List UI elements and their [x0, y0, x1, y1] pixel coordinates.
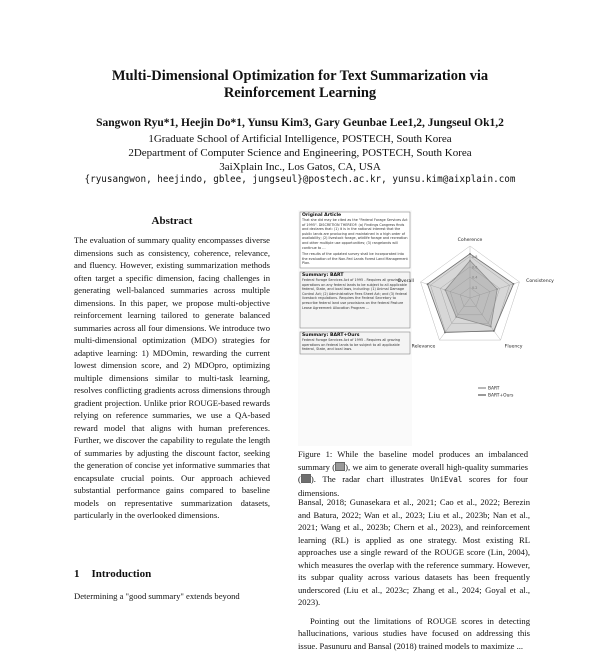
- radar-axis-label: Consistency: [526, 278, 554, 284]
- affiliation-3: 3aiXplain Inc., Los Gatos, CA, USA: [40, 160, 560, 174]
- bart-swatch: [335, 462, 345, 471]
- original-article-text: That she did may be cited as the "Federal Forage Services Act of 1995". DISCRETION THEREOF: (a) Findings Congress finds and declares that: (1) it is in the national interest that the public lands are producing and maintained in a high order of availability; (2) livestock forage, wildlife forage and recreation and other multiple use opportunities; (3) rangelands will continue to ...: [302, 218, 408, 250]
- bart-summary-content: [302, 273, 408, 327]
- figure-1: [298, 210, 528, 446]
- section-title: Introduction: [92, 568, 152, 580]
- right-column: [298, 496, 530, 652]
- legend-label: BART+Ours: [488, 393, 514, 399]
- radar-point: [493, 330, 495, 332]
- introduction-first-line: Determining a "good summary" extends beyond: [74, 590, 270, 602]
- radar-tick-label: 0.6: [472, 265, 477, 269]
- affiliation-1: 1Graduate School of Artificial Intelligence, POSTECH, South Korea: [40, 132, 560, 146]
- right-column-paragraph-1: Bansal, 2018; Gunasekara et al., 2021; Cao et al., 2022; Berezin and Batura, 2022; Wan et al., 2023; Liu et al., 2023b; Nan et al., 2021; Wang et al., 2023b; Chern et al., 2023), and reinforcement learning (RL) is applied as one strategy. Most existing RL approaches use a single reward of the ROUGE score (Lin, 2004), which measures the overlap with the reference summary. However, its subpar quality across various datasets has been frequently underscored (Liu et al., 2023c; Zhang et al., 2024; Goyal et al., 2023).: [298, 496, 530, 609]
- radar-point: [444, 332, 446, 334]
- author-emails: {ryusangwon, heejindo, gblee, jungseul}@postech.ac.kr, yunsu.kim@aixplain.com: [20, 174, 580, 186]
- radar-tick-label: 0.4: [472, 276, 477, 280]
- author-list: Sangwon Ryu*1, Heejin Do*1, Yunsu Kim3, Gary Geunbae Lee1,2, Jungseul Ok1,2: [40, 116, 560, 130]
- radar-tick-label: 0.2: [472, 286, 477, 290]
- legend-label: BART: [488, 386, 500, 392]
- abstract-heading: Abstract: [74, 214, 270, 228]
- bart-summary-text: Federal Forage Services Act of 1995 - Requires all grazing operations on any federal lands to be subject to all applicable federal, State, and local laws, including: (1) Animal Damage Control Act; (2) Administrative Fees Sheet Act; and (3) federal livestock regulations. Requires the Federal Secretary to prescribe federal land use provisions on the federal Pasture Lease Agreement Allocation Program ...: [302, 278, 408, 310]
- affiliation-2: 2Department of Computer Science and Engineering, POSTECH, South Korea: [40, 146, 560, 160]
- radar-point: [427, 283, 429, 285]
- ours-summary-title: Summary: BART+Ours: [302, 333, 408, 338]
- section-number: 1: [74, 568, 80, 580]
- figure-1-caption: [298, 448, 528, 499]
- caption-unieval: UniEval: [430, 475, 462, 484]
- title-line-1: Multi-Dimensional Optimization for Text Summarization via: [60, 68, 540, 85]
- bart-summary-title: Summary: BART: [302, 273, 408, 278]
- original-article-extra: The results of the updated survey shall be incorporated into the evaluation of the Non-Fed Lands Forest Land Management Plan.: [302, 252, 408, 266]
- radar-point: [469, 253, 471, 255]
- figure-1-graphic: [298, 210, 528, 446]
- radar-tick-label: 0.8: [472, 255, 477, 259]
- abstract-body: The evaluation of summary quality encompasses diverse dimensions such as consistency, coherence, relevance, and fluency. However, existing summarization methods often target a specific dimension, facing challenges in generating well-balanced summaries across multiple dimensions. In this paper, we propose multi-objective reinforcement learning tailored to generate balanced summaries across all four dimensions. We introduce two multi-dimensional optimization (MDO) strategies for adaptive learning: 1) MDOmin, rewarding the current lowest dimension score, and 2) MDOpro, optimizing multiple dimensions similar to multi-task learning, resolves conflicting gradients across dimensions through gradient projection. Unlike prior ROUGE-based rewards relying on reference summaries, we use a QA-based reward model that aligns with human preferences. Further, we discover the capability to regulate the length of summaries by adjusting the discount factor, seeking the generation of concise yet informative summaries that encapsulate crucial points. Our approach achieved substantial performance gains compared to baseline models on representative summarization datasets, particularly in the overlooked dimensions.: [74, 234, 270, 522]
- caption-label: Figure 1:: [298, 449, 332, 459]
- caption-text-2: ), we aim to generate overall high-quality summaries (: [298, 462, 528, 485]
- ours-summary-text: Federal Forage Services Act of 1995 - Requires all grazing operations on federal lands to be subject to all applicable federal, State, and local laws.: [302, 338, 408, 352]
- radar-chart: [397, 237, 554, 399]
- ours-swatch: [301, 474, 311, 483]
- radar-axis-label: Overall: [397, 278, 413, 284]
- right-column-paragraph-2: Pointing out the limitations of ROUGE scores in detecting hallucinations, various studies have focused on addressing this issue. Pasunuru and Bansal (2018) trained models to maximize ...: [298, 615, 530, 652]
- radar-axis-label: Coherence: [458, 237, 483, 243]
- ours-summary-content: [302, 333, 408, 353]
- radar-series-bart-ours: [427, 254, 513, 333]
- section-heading-introduction: [74, 568, 151, 580]
- radar-point: [513, 283, 515, 285]
- paper-title: [60, 68, 540, 102]
- radar-axis-label: Relevance: [412, 344, 436, 350]
- caption-text-4: scores for four dimensions.: [298, 474, 528, 498]
- original-article-content: [302, 213, 408, 267]
- original-article-title: Original Article: [302, 213, 408, 218]
- left-column: [74, 214, 270, 522]
- caption-text-1: While the baseline model produces an imbalanced summary (: [298, 449, 528, 472]
- title-line-2: Reinforcement Learning: [60, 85, 540, 102]
- caption-text-3: ). The radar chart illustrates: [311, 474, 424, 484]
- radar-axis-label: Fluency: [505, 344, 523, 350]
